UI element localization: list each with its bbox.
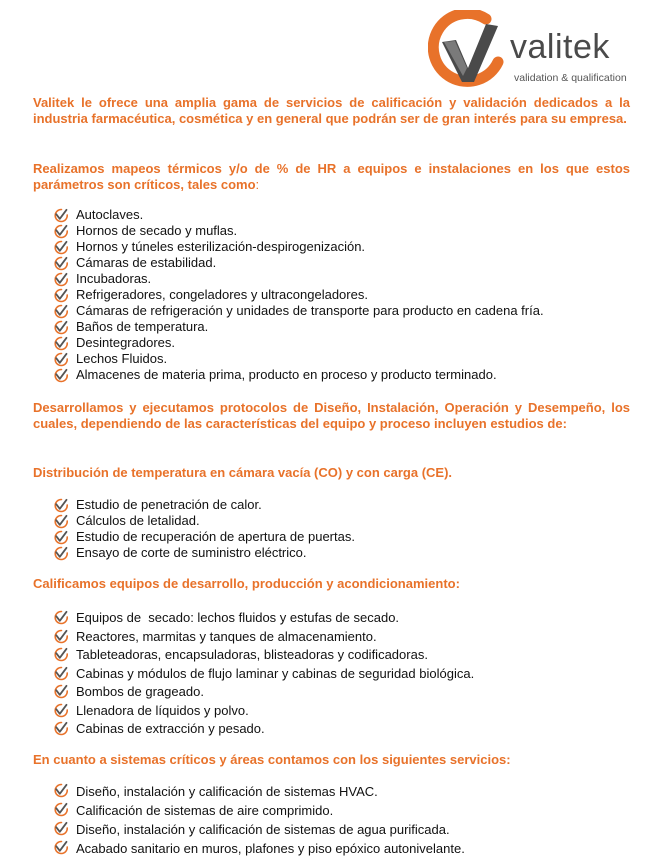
list-item: Incubadoras. xyxy=(53,271,544,287)
list-item: Equipos de secado: lechos fluidos y estufas de secado. xyxy=(53,609,474,628)
list-item: Autoclaves. xyxy=(53,207,544,223)
list-item: Estudio de penetración de calor. xyxy=(53,497,355,513)
critical-heading: En cuanto a sistemas críticos y áreas contamos con los siguientes servicios: xyxy=(33,752,511,767)
equipment-list xyxy=(53,609,474,739)
list-item: Tableteadoras, encapsuladoras, blisteadoras y codificadoras. xyxy=(53,646,474,665)
list-item: Llenadora de líquidos y polvo. xyxy=(53,702,474,721)
list-item: Refrigeradores, congeladores y ultracongeladores. xyxy=(53,287,544,303)
mapping-heading xyxy=(33,161,630,193)
distribution-heading: Distribución de temperatura en cámara vacía (CO) y con carga (CE). xyxy=(33,465,453,480)
list-item: Cabinas de extracción y pesado. xyxy=(53,720,474,739)
list-item: Diseño, instalación y calificación de sistemas HVAC. xyxy=(53,782,465,801)
mapping-list xyxy=(53,207,544,383)
brand-name: valitek xyxy=(510,28,610,66)
mapping-heading-colon: : xyxy=(255,177,260,192)
distribution-list xyxy=(53,497,355,561)
list-item: Almacenes de materia prima, producto en proceso y producto terminado. xyxy=(53,367,544,383)
equipment-heading: Calificamos equipos de desarrollo, producción y acondicionamiento: xyxy=(33,576,460,591)
intro-paragraph: Valitek le ofrece una amplia gama de servicios de calificación y validación dedicados a la industria farmacéutica, cosmética y en general que podrán ser de gran interés para su empresa. xyxy=(33,95,630,126)
list-item: Diseño, instalación y calificación de sistemas de agua purificada. xyxy=(53,820,465,839)
list-item: Cabinas y módulos de flujo laminar y cabinas de seguridad biológica. xyxy=(53,665,474,684)
valitek-logo xyxy=(428,10,653,90)
list-item: Acabado sanitario en muros, plafones y piso epóxico autonivelante. xyxy=(53,839,465,858)
list-item: Reactores, marmitas y tanques de almacenamiento. xyxy=(53,628,474,647)
list-item: Desintegradores. xyxy=(53,335,544,351)
list-item: Cámaras de estabilidad. xyxy=(53,255,544,271)
valitek-v-circle-logo-icon xyxy=(428,10,508,90)
list-item: Calificación de sistemas de aire comprimido. xyxy=(53,801,465,820)
list-item: Ensayo de corte de suministro eléctrico. xyxy=(53,545,355,561)
list-item: Cámaras de refrigeración y unidades de transporte para producto en cadena fría. xyxy=(53,303,544,319)
mapping-heading-text: Realizamos mapeos térmicos y/o de % de HR a equipos e instalaciones en los que estos parámetros son críticos, tales como xyxy=(33,161,630,192)
list-item: Cálculos de letalidad. xyxy=(53,513,355,529)
protocols-paragraph: Desarrollamos y ejecutamos protocolos de Diseño, Instalación, Operación y Desempeño, los cuales, dependiendo de las características del equipo y proceso incluyen estudios de: xyxy=(33,400,630,431)
list-item: Hornos de secado y muflas. xyxy=(53,223,544,239)
list-item: Hornos y túneles esterilización-despirogenización. xyxy=(53,239,544,255)
list-item: Lechos Fluidos. xyxy=(53,351,544,367)
brand-tagline: validation & qualification xyxy=(514,72,627,84)
list-item: Estudio de recuperación de apertura de puertas. xyxy=(53,529,355,545)
list-item: Baños de temperatura. xyxy=(53,319,544,335)
critical-list xyxy=(53,782,465,858)
list-item: Bombos de grageado. xyxy=(53,683,474,702)
